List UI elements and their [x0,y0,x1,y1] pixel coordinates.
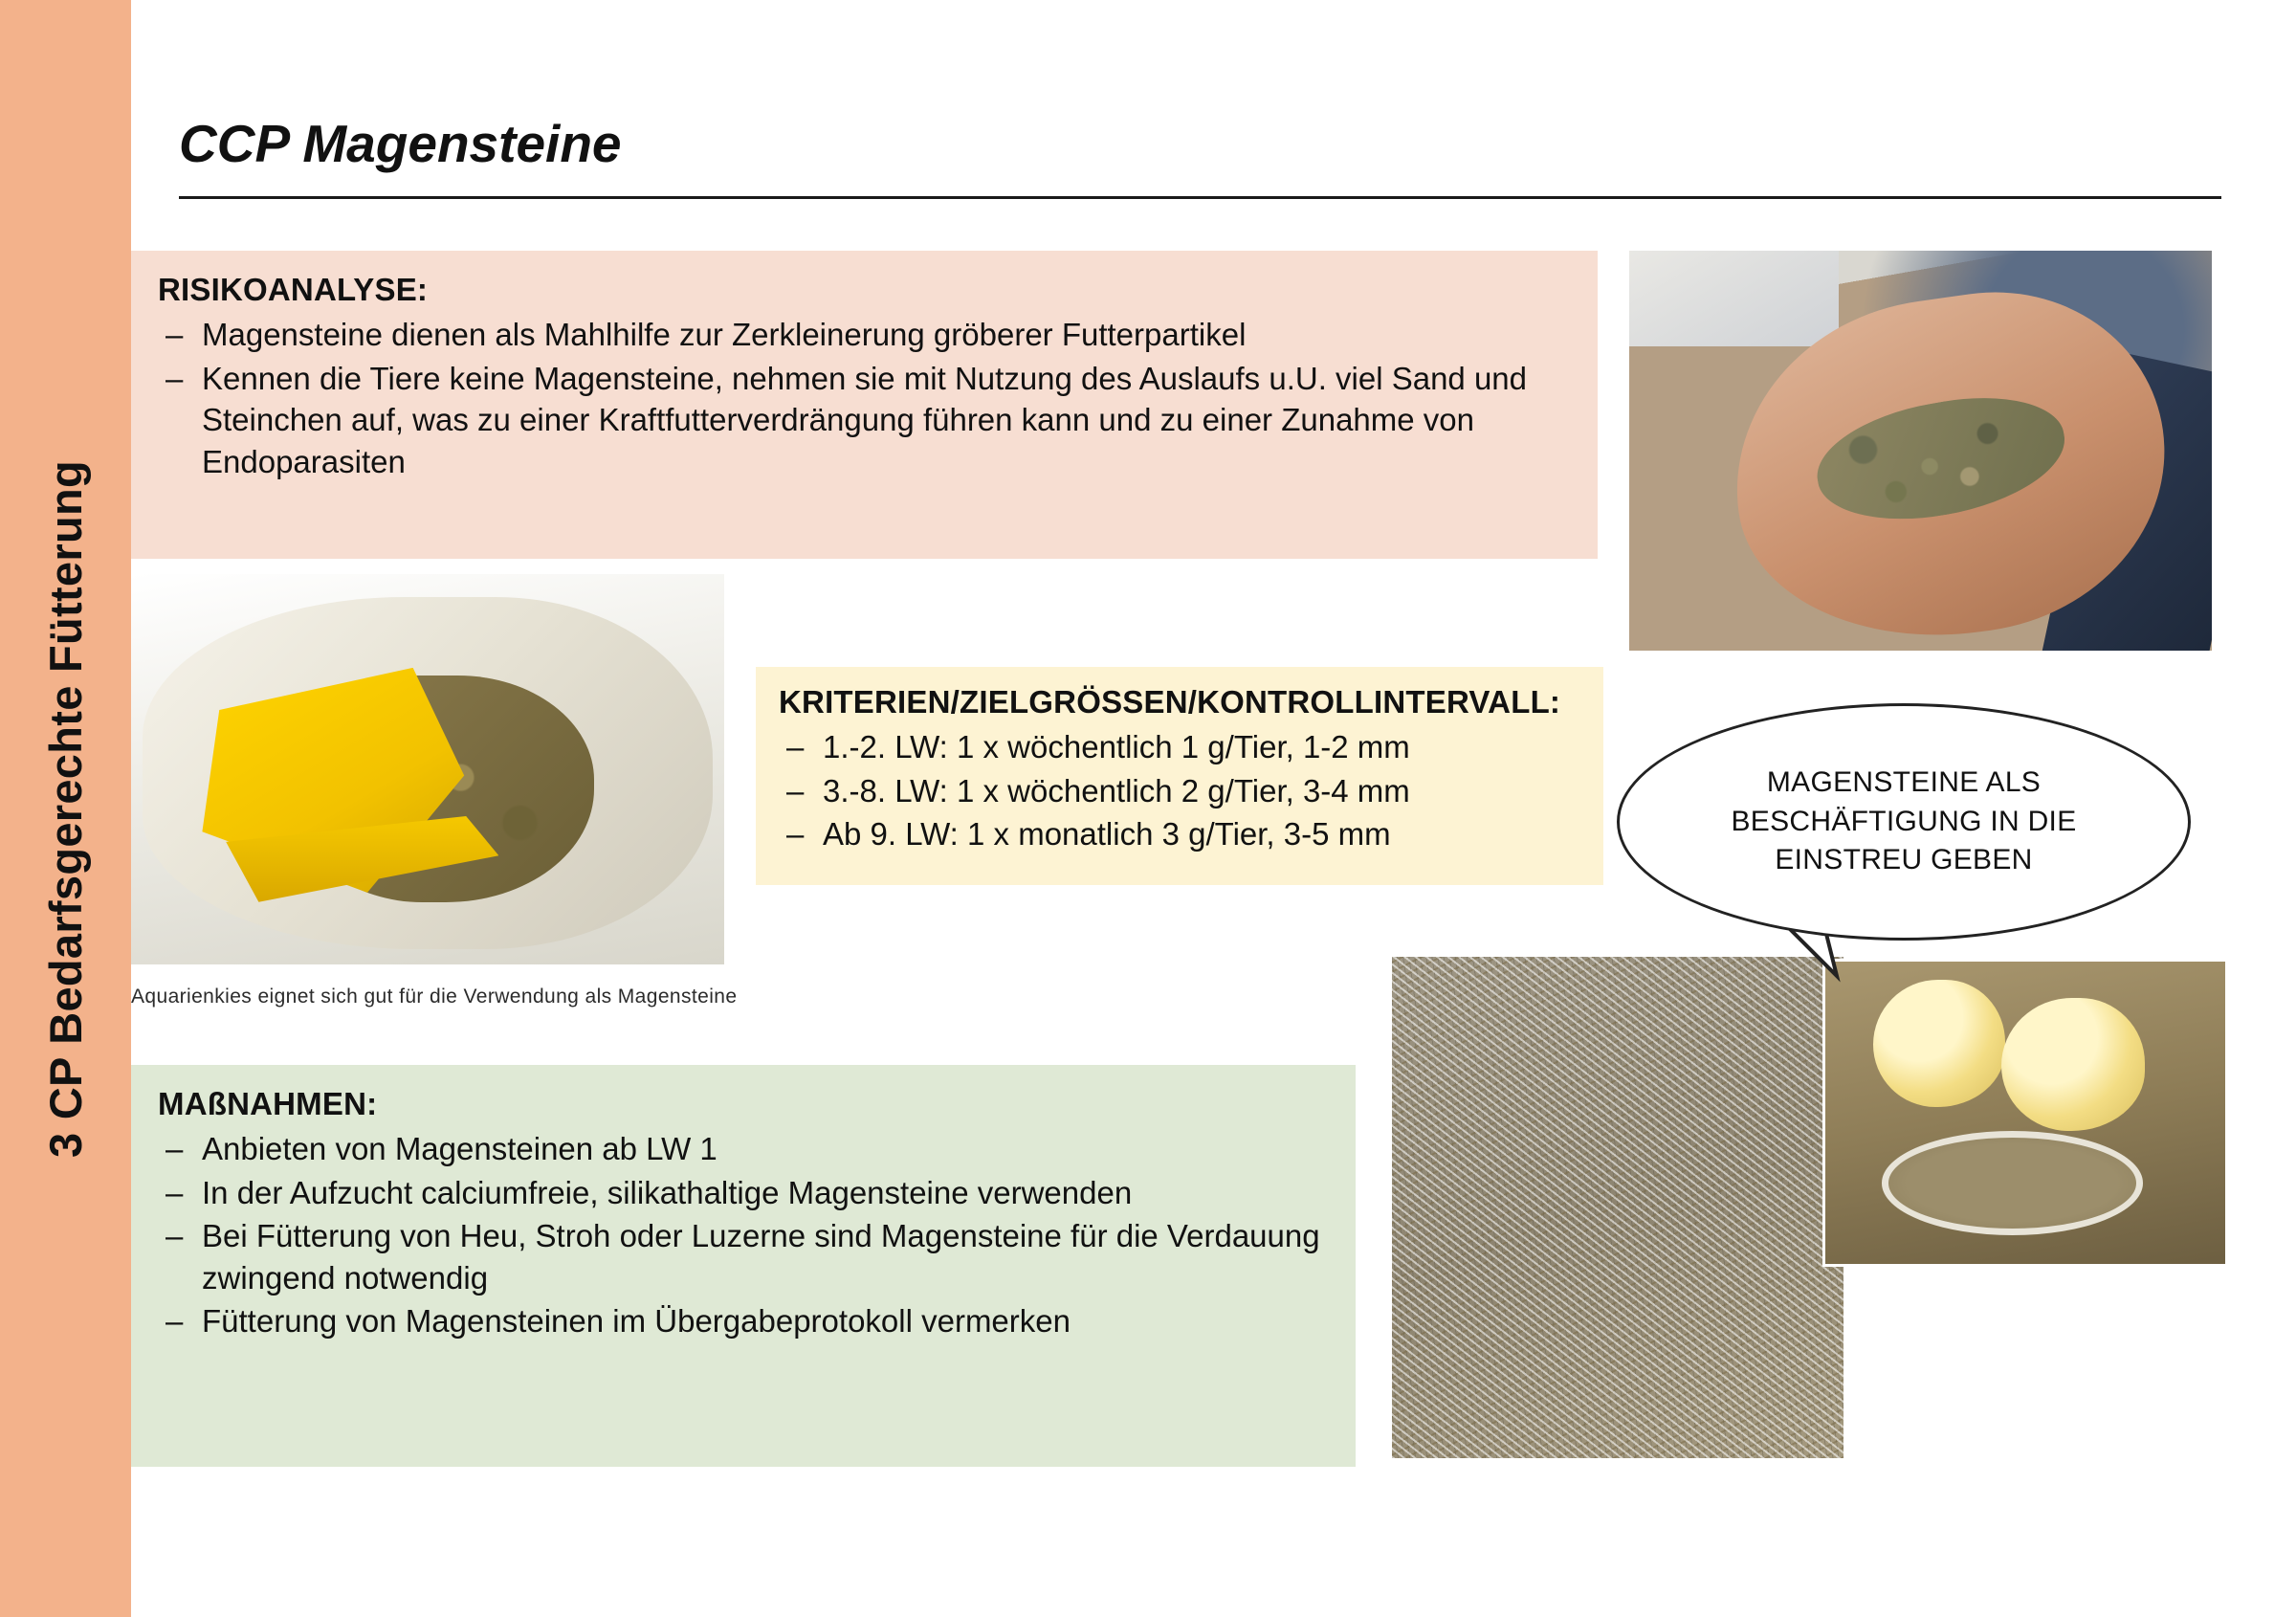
list-item: – Kennen die Tiere keine Magensteine, nehmen sie mit Nutzung des Auslaufs u.U. viel Sand und Steinchen auf, was zu einer Kraftfutterverdrängung führen kann und zu einer Zunahme von Endoparasiten [158,358,1571,483]
risk-analysis-list [158,314,1571,482]
risk-analysis-heading: RISIKOANALYSE: [158,272,429,307]
hand-holding-grit-photo [1629,251,2212,651]
list-item: – Magensteine dienen als Mahlhilfe zur Zerkleinerung gröberer Futterpartikel [158,314,1571,356]
measures-heading: MAßNAHMEN: [158,1086,378,1121]
criteria-list [779,726,1580,855]
feeding-dish-element [1882,1131,2143,1235]
list-item: – In der Aufzucht calciumfreie, silikathaltige Magensteine verwenden [158,1172,1329,1214]
photo-background [1392,957,1843,1458]
risk-analysis-box [131,251,1598,559]
chicks-at-feeding-dish-photo [1822,959,2228,1267]
title-divider [179,196,2221,199]
speech-bubble [1617,703,2191,941]
list-item: – Bei Fütterung von Heu, Stroh oder Luzerne sind Magensteine für die Verdauung zwingend notwendig [158,1215,1329,1298]
photo-box-element [1629,251,1839,346]
measures-list [158,1128,1329,1342]
measures-box [131,1065,1356,1467]
feed-bag-with-yellow-scoop-photo [131,574,724,964]
list-item: – Anbieten von Magensteinen ab LW 1 [158,1128,1329,1170]
chick-icon [2001,998,2145,1131]
vertical-section-title [0,0,131,1617]
page-title: CCP Magensteine [179,114,622,173]
litter-floor-photo [1392,957,1843,1458]
list-item: – Ab 9. LW: 1 x monatlich 3 g/Tier, 3-5 mm [779,813,1580,855]
list-item: – 3.-8. LW: 1 x wöchentlich 2 g/Tier, 3-4 mm [779,770,1580,812]
speech-bubble-line-2: BESCHÄFTIGUNG IN DIE [1731,805,2077,837]
speech-bubble-text [1692,764,2114,880]
vertical-section-title-text: 3 CP Bedarfsgerechte Fütterung [40,459,91,1158]
criteria-heading: KRITERIEN/ZIELGRÖSSEN/KONTROLLINTERVALL: [779,684,1561,720]
photo-caption: Aquarienkies eignet sich gut für die Verwendung als Magensteine [131,986,738,1008]
speech-bubble-line-3: EINSTREU GEBEN [1775,844,2033,876]
list-item: – Fütterung von Magensteinen im Übergabeprotokoll vermerken [158,1300,1329,1342]
chick-icon [1873,980,2005,1107]
speech-bubble-line-1: MAGENSTEINE ALS [1766,766,2042,799]
criteria-box [756,667,1603,885]
list-item: – 1.-2. LW: 1 x wöchentlich 1 g/Tier, 1-2 mm [779,726,1580,768]
